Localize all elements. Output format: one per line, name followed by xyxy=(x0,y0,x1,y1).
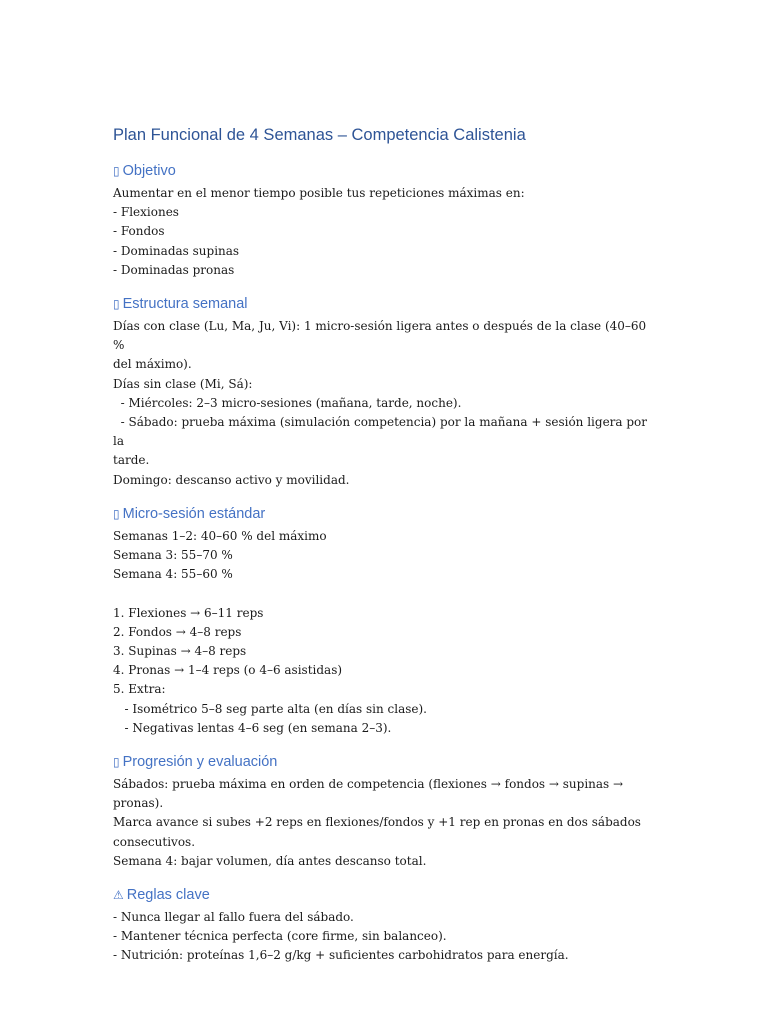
text-line: - Isométrico 5–8 seg parte alta (en días sin clase). xyxy=(113,701,427,716)
warning-icon: ⚠ xyxy=(113,888,124,903)
text-line: - Negativas lentas 4–6 seg (en semana 2–3). xyxy=(113,720,392,735)
document-title: Plan Funcional de 4 Semanas – Competencia Calistenia xyxy=(113,126,526,144)
section-heading-text: Objetivo xyxy=(122,163,176,179)
text-line: 4. Pronas → 1–4 reps (o 4–6 asistidas) xyxy=(113,663,343,678)
text-line: 1. Flexiones → 6–11 reps xyxy=(113,605,264,620)
text-line: Domingo: descanso activo y movilidad. xyxy=(113,472,350,487)
text-line: consecutivos. xyxy=(113,834,196,849)
section-heading-text: Micro-sesión estándar xyxy=(122,505,266,522)
text-line: - Dominadas supinas xyxy=(113,243,240,258)
missing-glyph-icon: ▯ xyxy=(113,506,120,521)
text-line: Días con clase (Lu, Ma, Ju, Vi): 1 micro-sesión ligera antes o después de la clase (40–60 % xyxy=(113,319,651,353)
text-line: - Miércoles: 2–3 micro-sesiones (mañana, tarde, noche). xyxy=(113,395,462,410)
text-line: Días sin clase (Mi, Sá): xyxy=(113,376,253,391)
missing-glyph-icon: ▯ xyxy=(113,755,120,770)
section-heading-text: Estructura semanal xyxy=(122,296,248,313)
text-line: Semana 4: bajar volumen, día antes descanso total. xyxy=(113,853,427,868)
section xyxy=(113,294,658,490)
text-line: del máximo). xyxy=(113,357,192,372)
text-line: 3. Supinas → 4–8 reps xyxy=(113,644,247,659)
text-line: 5. Extra: xyxy=(113,682,166,697)
section-heading xyxy=(113,161,658,181)
missing-glyph-icon: ▯ xyxy=(113,164,120,178)
section-heading xyxy=(113,752,658,772)
missing-glyph-icon: ▯ xyxy=(113,297,120,312)
text-line: - Dominadas pronas xyxy=(113,262,235,277)
section-heading-text: Reglas clave xyxy=(126,887,210,904)
text-line: Marca avance si subes +2 reps en flexiones/fondos y +1 rep en pronas en dos sábados xyxy=(113,815,641,830)
text-line: - Nutrición: proteínas 1,6–2 g/kg + suficientes carbohidratos para energía. xyxy=(113,948,569,963)
text-line: 2. Fondos → 4–8 reps xyxy=(113,624,242,639)
section-heading xyxy=(113,885,658,905)
document-page xyxy=(113,124,658,980)
text-line: - Sábado: prueba máxima (simulación competencia) por la mañana + sesión ligera por la xyxy=(113,415,651,449)
section xyxy=(113,161,658,280)
section xyxy=(113,504,658,738)
section-heading xyxy=(113,294,658,314)
text-line: - Mantener técnica perfecta (core firme, sin balanceo). xyxy=(113,929,447,944)
text-line: - Fondos xyxy=(113,224,165,239)
section xyxy=(113,752,658,871)
text-line: Semana 4: 55–60 % xyxy=(113,567,233,582)
text-line: tarde. xyxy=(113,453,150,468)
text-line: Semanas 1–2: 40–60 % del máximo xyxy=(113,528,327,543)
text-line: Semana 3: 55–70 % xyxy=(113,548,233,563)
section xyxy=(113,885,658,966)
text-line: - Nunca llegar al fallo fuera del sábado. xyxy=(113,910,354,925)
text-line: Sábados: prueba máxima en orden de competencia (flexiones → fondos → supinas → xyxy=(113,777,624,792)
section-heading xyxy=(113,504,658,524)
blank-line xyxy=(113,584,658,603)
section-heading-text: Progresión y evaluación xyxy=(122,754,278,771)
text-line: Aumentar en el menor tiempo posible tus repeticiones máximas en: xyxy=(113,186,525,200)
text-line: - Flexiones xyxy=(113,205,179,220)
text-line: pronas). xyxy=(113,796,164,811)
document-sections xyxy=(113,161,658,966)
